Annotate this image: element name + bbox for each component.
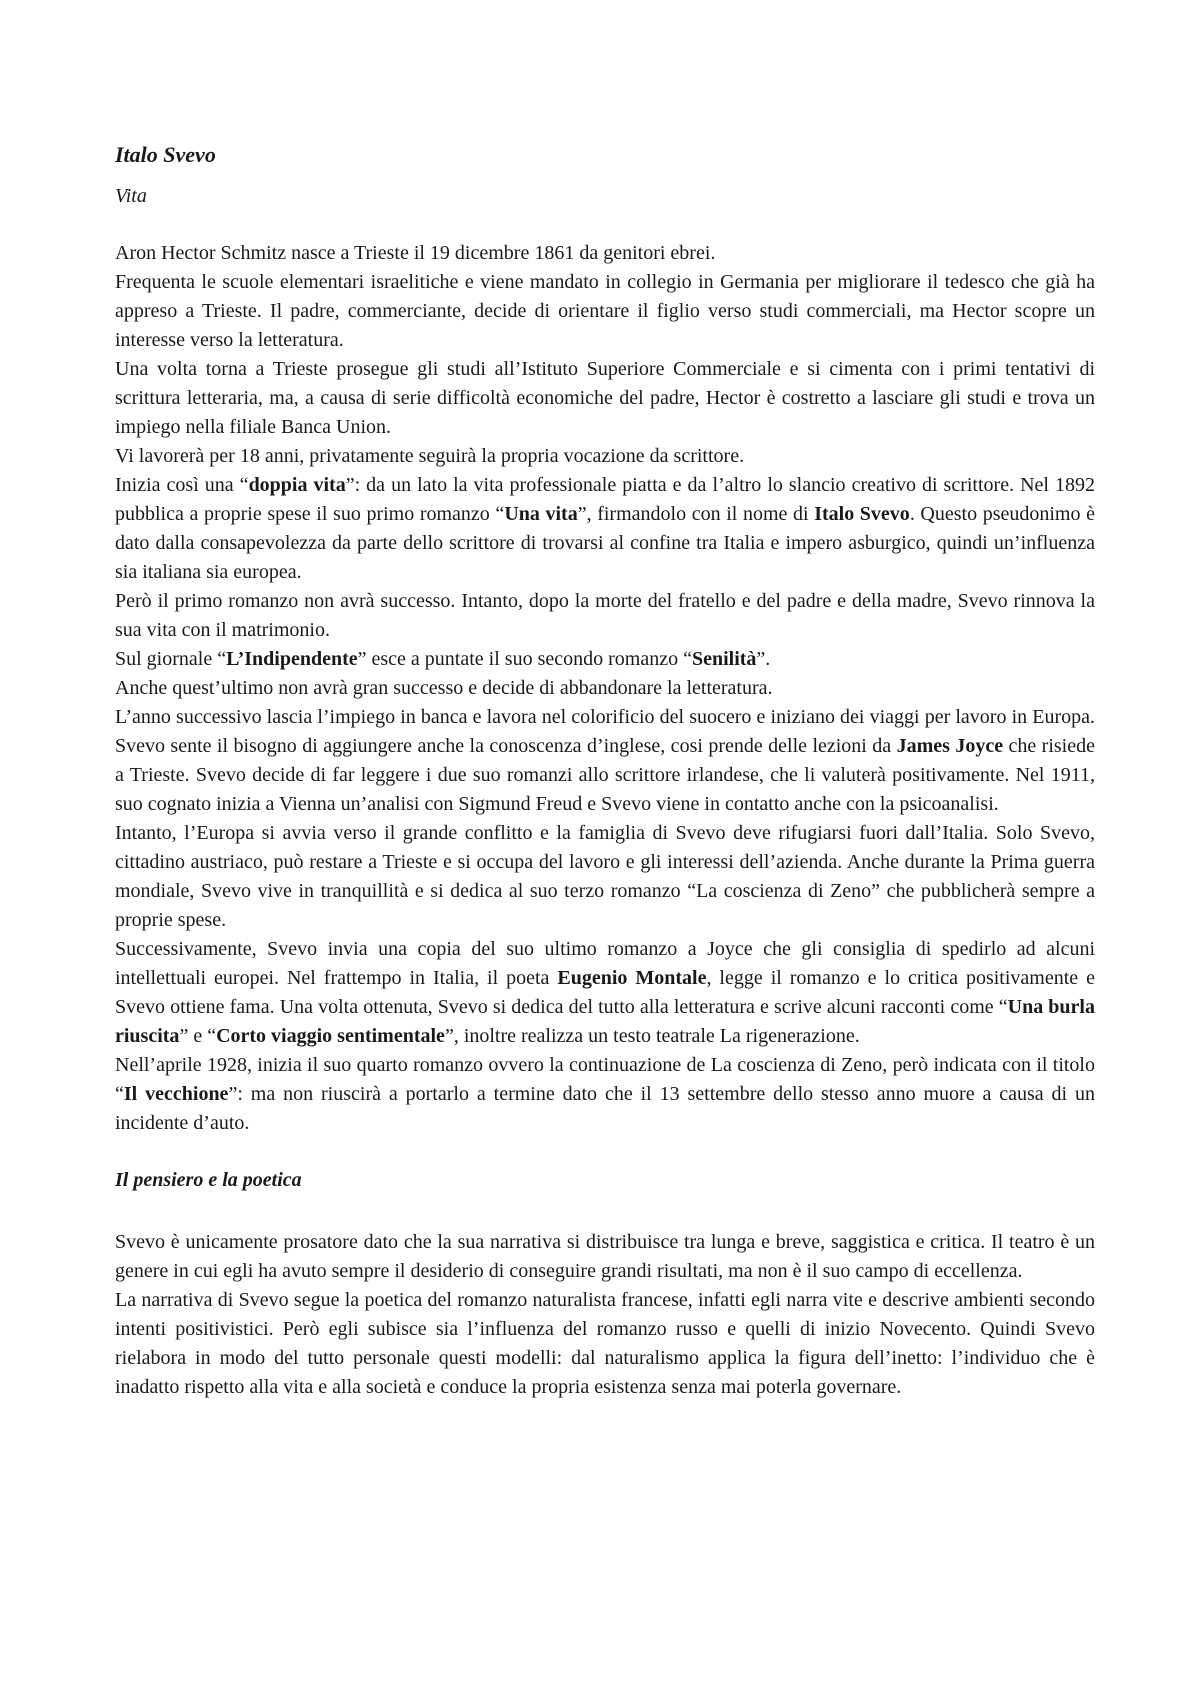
paragraph-vita-11: Successivamente, Svevo invia una copia del suo ultimo romanzo a Joyce che gli consiglia di spedirlo ad alcuni intellettuali europei. Nel frattempo in Italia, il poeta Eugenio Montale, legge il romanzo e lo critica positivamente e Svevo ottiene fama. Una volta ottenuta, Svevo si dedica del tutto alla letteratura e scrive alcuni racconti come “Una burla riuscita” e “Corto viaggio sentimentale”, inoltre realizza un testo teatrale La rigenerazione. [115, 938, 1095, 1047]
bold-term: L’Indipendente [226, 648, 358, 670]
paragraph-vita-5: Inizia così una “doppia vita”: da un lato la vita professionale piatta e da l’altro lo slancio creativo di scrittore. Nel 1892 pubblica a proprie spese il suo primo romanzo “Una vita”, firmandolo con il nome di Italo Svevo. Questo pseudonimo è dato dalla consapevolezza da parte dello scrittore di trovarsi al confine tra Italia e impero asburgico, quindi un’influenza sia italiana sia europea. [115, 474, 1095, 583]
paragraph-vita-2: Frequenta le scuole elementari israelitiche e viene mandato in collegio in Germania per migliorare il tedesco che già ha appreso a Trieste. Il padre, commerciante, decide di orientare il figlio verso studi commerciali, ma Hector scopre un interesse verso la letteratura. [115, 271, 1095, 351]
paragraph-vita-12: Nell’aprile 1928, inizia il suo quarto romanzo ovvero la continuazione de La coscienza di Zeno, però indicata con il titolo “Il vecchione”: ma non riuscirà a portarlo a termine dato che il 13 settembre dello stesso anno muore a causa di un incidente d’auto. [115, 1054, 1096, 1134]
paragraph-vita-3: Una volta torna a Trieste prosegue gli studi all’Istituto Superiore Commerciale e si cimenta con i primi tentativi di scrittura letteraria, ma, a causa di serie difficoltà economiche del padre, Hector è costretto a lasciare gli studi e trova un impiego nella filiale Banca Union. [115, 358, 1095, 438]
bold-term: Il vecchione [123, 1083, 229, 1105]
section-heading-pensiero: Il pensiero e la poetica [115, 1169, 302, 1191]
paragraph-pensiero-2: La narrativa di Svevo segue la poetica del romanzo naturalista francese, infatti egli narra vite e descrive ambienti secondo intenti positivistici. Però egli subisce sia l’influenza del romanzo russo e quelli di inizio Novecento. Quindi Svevo rielabora in modo del tutto personale questi modelli: dal naturalismo applica la figura dell’inetto: l’individuo che è inadatto rispetto alla vita e alla società e conduce la propria esistenza senza mai poterla governare. [115, 1289, 1095, 1398]
bold-term: Senilità [691, 648, 757, 670]
paragraph-vita-7: Sul giornale “L’Indipendente” esce a puntate il suo secondo romanzo “Senilità”. [115, 648, 771, 670]
bold-term: James Joyce [896, 735, 1004, 757]
bold-term: Una burla riuscita [115, 996, 1095, 1047]
bold-term: Italo Svevo [814, 503, 910, 525]
paragraph-vita-4: Vi lavorerà per 18 anni, privatamente seguirà la propria vocazione da scrittore. [115, 445, 745, 467]
paragraph-vita-9: L’anno successivo lascia l’impiego in banca e lavora nel colorificio del suocero e iniziano dei viaggi per lavoro in Europa. Svevo sente il bisogno di aggiungere anche la conoscenza d’inglese, cosi prende delle lezioni da James Joyce che risiede a Trieste. Svevo decide di far leggere i due suo romanzi allo scrittore irlandese, che li valuterà positivamente. Nel 1911, suo cognato inizia a Vienna un’analisi con Sigmund Freud e Svevo viene in contatto anche con la psicoanalisi. [115, 706, 1095, 815]
bold-term: Una vita [504, 503, 578, 525]
paragraph-pensiero-1: Svevo è unicamente prosatore dato che la sua narrativa si distribuisce tra lunga e breve, saggistica e critica. Il teatro è un genere in cui egli ha avuto sempre il desiderio di conseguire grandi risultati, ma non è il suo campo di eccellenza. [115, 1231, 1095, 1282]
document-page [115, 140, 1095, 1402]
paragraph-vita-1: Aron Hector Schmitz nasce a Trieste il 19 dicembre 1861 da genitori ebrei. [115, 242, 716, 264]
bold-term: Corto viaggio sentimentale [216, 1025, 445, 1047]
document-title: Italo Svevo [115, 142, 216, 167]
paragraph-vita-6: Però il primo romanzo non avrà successo. Intanto, dopo la morte del fratello e del padre e della madre, Svevo rinnova la sua vita con il matrimonio. [115, 590, 1095, 641]
bold-term: doppia vita [248, 474, 346, 496]
bold-term: Eugenio Montale [557, 967, 707, 989]
paragraph-vita-10: Intanto, l’Europa si avvia verso il grande conflitto e la famiglia di Svevo deve rifugiarsi fuori dall’Italia. Solo Svevo, cittadino austriaco, può restare a Trieste e si occupa del lavoro e gli interessi dell’azienda. Anche durante la Prima guerra mondiale, Svevo vive in tranquillità e si dedica al suo terzo romanzo “La coscienza di Zeno” che pubblicherà sempre a proprie spese. [115, 822, 1095, 931]
paragraph-vita-8: Anche quest’ultimo non avrà gran successo e decide di abbandonare la letteratura. [115, 677, 773, 699]
section-heading-vita: Vita [115, 185, 147, 207]
